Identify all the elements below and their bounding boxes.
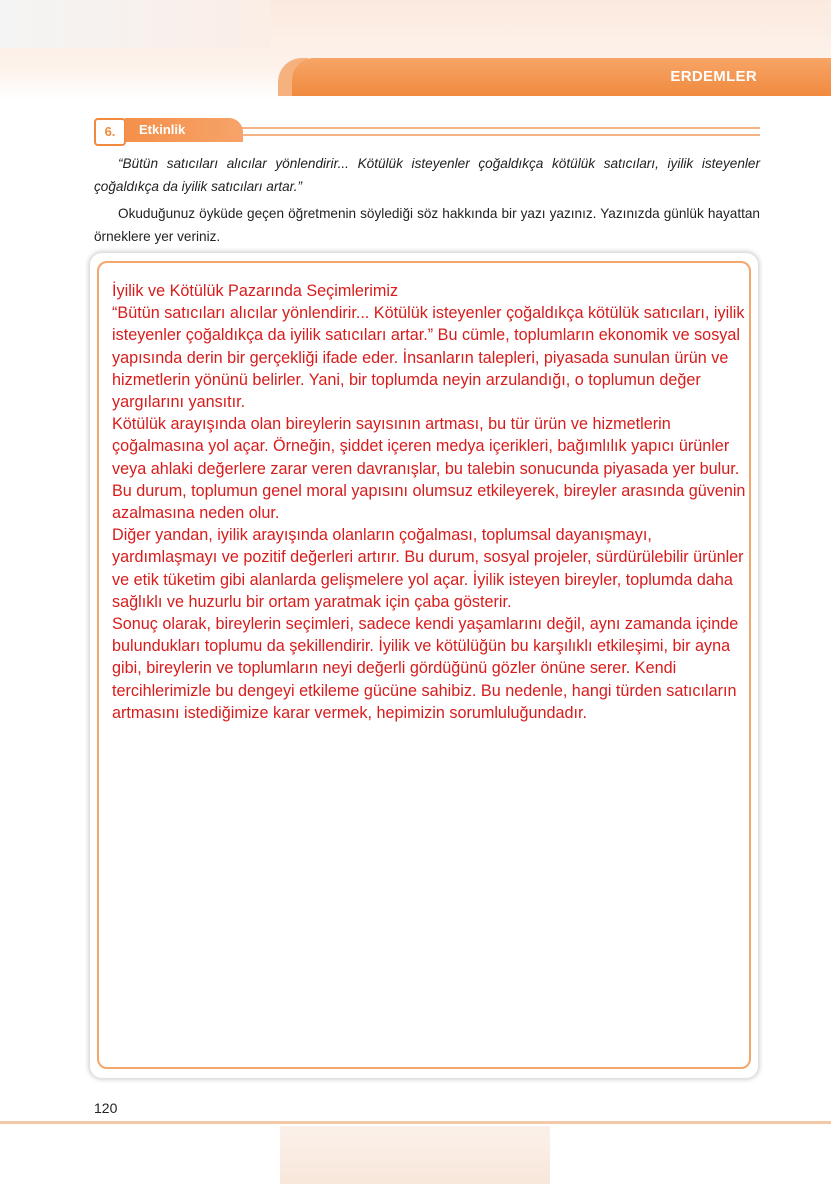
activity-quote: “Bütün satıcıları alıcılar yönlendirir... Kötülük isteyenler çoğaldıkça kötülük satıcıları, iyilik isteyenler çoğaldıkça da iyilik satıcıları artar.” (94, 156, 760, 194)
page-number: 120 (94, 1100, 118, 1116)
essay-paragraph-2: Kötülük arayışında olan bireylerin sayısının artması, bu tür ürün ve hizmetlerin çoğalmasına yol açar. Örneğin, şiddet içeren medya içerikleri, bağımlılık yapıcı ürünler veya ahlaki değerlere zarar veren davranışlar, bu talebin sonucunda piyasada yer bulur. Bu durum, toplumun genel moral yapısını olumsuz etkileyerek, bireyler arasında güvenin azalmasına neden olur. (112, 415, 746, 523)
essay-paragraph-3: Diğer yandan, iyilik arayışında olanların çoğalması, toplumsal dayanışmayı, yardımlaşmayı ve pozitif değerleri artırır. Bu durum, sosyal projeler, sürdürülebilir ürünler ve etik tüketim gibi alanlarda gelişmelere yol açar. İyilik isteyen bireyler, toplumda daha sağlıklı ve huzurlu bir ortam yaratmak için çaba gösterir. (112, 526, 744, 611)
footer-rule (0, 1121, 831, 1124)
essay-title: İyilik ve Kötülük Pazarında Seçimlerimiz (112, 282, 399, 300)
essay-paragraph-4: Sonuç olarak, bireylerin seçimleri, sadece kendi yaşamlarını değil, aynı zamanda içinde bulundukları toplumu da şekillendirir. İyilik ve kötülüğün bu karşılıklı etkileşimi, bir ayna gibi, bireylerin ve toplumların neyi değerli gördüğünü gözler önüne serer. Kendi tercihlerimizle bu dengeyi etkileme gücüne sahibiz. Bu nedenle, hangi türden satıcıların artmasını istediğimize karar vermek, hepimizin sorumluluğundadır. (112, 615, 739, 722)
header-corner-panel (0, 0, 270, 48)
activity-instructions: Okuduğunuz öyküde geçen öğretmenin söylediği söz hakkında bir yazı yazınız. Yazınızda günlük hayattan örneklere yer veriniz. (94, 206, 760, 244)
footer-band (280, 1126, 550, 1184)
essay-paragraph-1: “Bütün satıcıları alıcılar yönlendirir... Kötülük isteyenler çoğaldıkça kötülük satıcıları, iyilik isteyenler çoğaldıkça da iyilik satıcıları artar.” Bu cümle, toplumların ekonomik ve sosyal yapısında derin bir gerçekliği ifade eder. İnsanların talepleri, piyasada sunulan ürün ve hizmetlerin yönünü belirler. Yani, bir toplumda neyin arzulandığı, o toplumun değer yargılarını yansıtır. (112, 304, 745, 412)
activity-label: Etkinlik (125, 118, 243, 142)
activity-number-badge: 6. (94, 118, 126, 146)
handwritten-essay (112, 280, 757, 724)
chapter-title: ERDEMLER (670, 68, 757, 85)
